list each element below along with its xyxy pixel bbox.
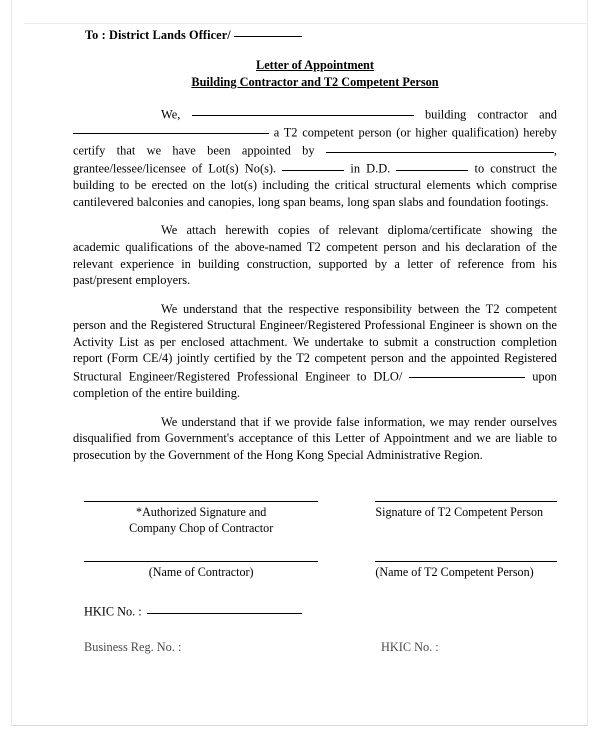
paragraph-false-information [73, 414, 557, 464]
page-bottom-fade [12, 690, 588, 726]
signature-row-1 [73, 501, 557, 536]
signature-section [73, 501, 557, 655]
signature-row-2 [73, 561, 557, 581]
p1-seg3: a T2 competent person (or higher qualification) hereby certify that we have been appointed by [73, 125, 557, 158]
p1-seg2: building contractor and [424, 107, 557, 122]
contractor-signature-caption-line1: *Authorized Signature and [136, 505, 267, 520]
t2-name-block [375, 561, 557, 581]
t2-name-caption: (Name of T2 Competent Person) [375, 564, 534, 579]
addressee-line [85, 28, 557, 43]
bottom-cutoff-row [73, 640, 557, 655]
contractor-signature-caption-line2: Company Chop of Contractor [129, 520, 274, 535]
contractor-name-blank[interactable] [192, 105, 414, 117]
document-title-block [73, 57, 557, 90]
document-body [73, 28, 557, 655]
document-page [11, 0, 588, 726]
t2-signature-caption: Signature of T2 Competent Person [375, 505, 544, 520]
business-reg-label: Business Reg. No. : [84, 639, 182, 654]
p1-seg5: in D.D. [350, 161, 391, 176]
paragraph-appointment [73, 105, 557, 211]
addressee-blank-field[interactable] [234, 36, 302, 37]
title-line-2: Building Contractor and T2 Competent Person [191, 74, 439, 89]
contractor-name-caption: (Name of Contractor) [148, 564, 254, 579]
lot-number-blank[interactable] [282, 159, 344, 171]
hkic-contractor-label: HKIC No. : [84, 604, 145, 619]
page-top-divider [24, 23, 588, 24]
dd-number-blank[interactable] [396, 159, 468, 171]
p3-seg2: upon completion of the entire building. [73, 369, 557, 401]
paragraph-attachments [73, 222, 557, 288]
p1-seg4: , grantee/lessee/licensee of Lot(s) No(s). [73, 143, 557, 176]
addressee-label: To : District Lands Officer/ [85, 28, 231, 42]
p2-text: We attach herewith copies of relevant diploma/certificate showing the academic qualifications of the above-named T2 competent person and his declaration of the relevant experience in building construction, supported by a letter of reference from his past/present employers. [73, 223, 557, 288]
hkic-t2-field [381, 640, 439, 655]
hkic-t2-label: HKIC No. : [381, 639, 439, 654]
contractor-signature-caption [84, 502, 318, 536]
p1-seg1: We, [161, 107, 181, 122]
hkic-contractor-input[interactable] [147, 602, 302, 613]
contractor-name-block [84, 561, 318, 581]
hkic-contractor-field [84, 602, 335, 619]
dlo-blank[interactable] [409, 367, 525, 379]
t2-signature-block [375, 501, 557, 521]
hkic-contractor-row [73, 602, 557, 619]
contractor-signature-block [84, 501, 318, 536]
title-line-1: Letter of Appointment [256, 58, 374, 73]
p3-seg1: We understand that the respective responsibility between the T2 competent person and the Registered Structural Engineer/Registered Professional Engineer is shown on the Activity List as per enclosed attachment. We undertake to submit a construction completion report (Form CE/4) jointly certified by the T2 competent person and the appointed Registered Structural Engineer/Registered Professional Engineer to DLO/ [73, 301, 557, 384]
p4-text: We understand that if we provide false information, we may render ourselves disqualified from Government's acceptance of this Letter of Appointment and we are liable to prosecution by the Government of the Hong Kong Special Administrative Region. [73, 414, 557, 462]
business-reg-field [84, 640, 335, 655]
p1-seg6: to construct the building to be erected on the lot(s) including the critical structural elements which comprise cantilevered balconies and canopies, long span beams, long span slabs and foundation footings. [73, 161, 557, 209]
t2-person-name-blank[interactable] [73, 123, 269, 135]
appointer-name-blank[interactable] [326, 141, 554, 153]
paragraph-responsibility [73, 301, 557, 402]
